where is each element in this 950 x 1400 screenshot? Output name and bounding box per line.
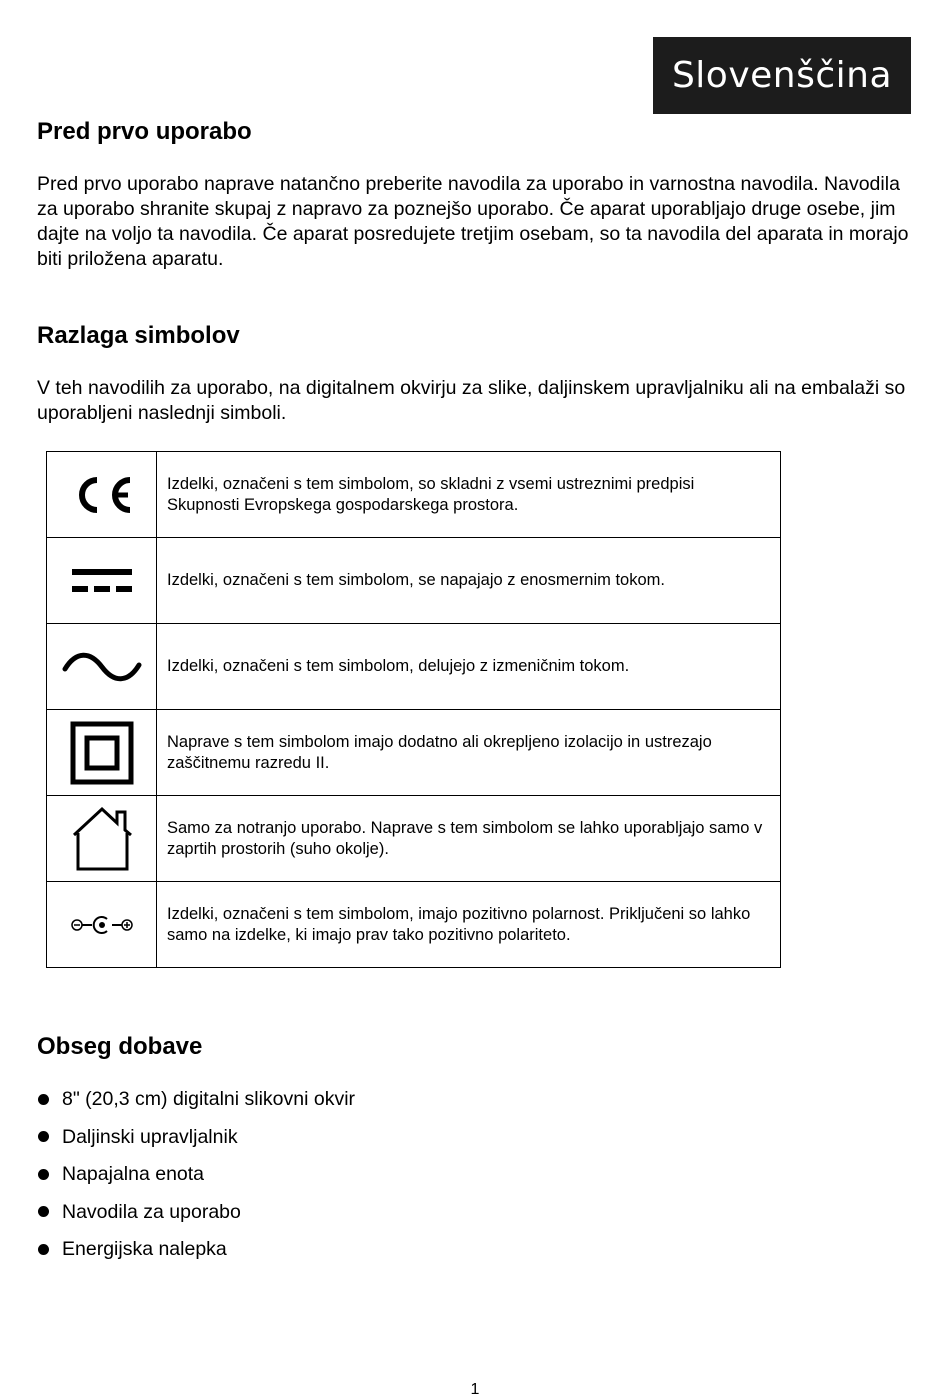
list-item-label: Daljinski upravljalnik xyxy=(62,1125,238,1148)
table-row xyxy=(47,538,781,624)
symbol-cell xyxy=(47,538,157,624)
section-title-before-use: Pred prvo uporabo xyxy=(37,118,252,145)
bullet-icon xyxy=(38,1169,49,1180)
alternating-current-icon xyxy=(62,647,142,687)
list-item xyxy=(37,1123,355,1161)
section-title-package-contents: Obseg dobave xyxy=(37,1033,203,1060)
table-row xyxy=(47,624,781,710)
list-item-label: 8" (20,3 cm) digitalni slikovni okvir xyxy=(62,1088,356,1110)
ce-mark-icon xyxy=(70,473,134,517)
table-row xyxy=(47,710,781,796)
symbol-description: Izdelki, označeni s tem simbolom, se napajajo z enosmernim tokom. xyxy=(157,538,781,624)
list-item xyxy=(37,1235,355,1273)
language-badge: Slovenščina xyxy=(653,37,911,114)
table-row xyxy=(47,452,781,538)
indoor-use-house-icon xyxy=(69,805,135,873)
symbol-cell xyxy=(47,796,157,882)
table-row xyxy=(47,882,781,968)
list-item-label: Navodila za uporabo xyxy=(62,1200,241,1223)
symbols-table xyxy=(46,451,781,968)
list-item xyxy=(37,1198,355,1236)
package-contents-list xyxy=(37,1085,355,1273)
bullet-icon xyxy=(38,1206,49,1217)
section-title-symbols: Razlaga simbolov xyxy=(37,322,240,349)
positive-polarity-icon xyxy=(70,913,134,937)
symbol-cell xyxy=(47,452,157,538)
symbols-intro-paragraph: V teh navodilih za uporabo, na digitalnem okvirju za slike, daljinskem upravljalniku ali na embalaži so uporabljeni naslednji simboli. xyxy=(37,377,906,424)
symbol-cell xyxy=(47,710,157,796)
bullet-icon xyxy=(38,1244,49,1255)
bullet-icon xyxy=(38,1094,49,1105)
page-number: 1 xyxy=(470,1381,480,1398)
list-item xyxy=(37,1160,355,1198)
double-insulation-icon xyxy=(70,721,134,785)
list-item-label: Energijska nalepka xyxy=(62,1238,227,1260)
symbol-description: Izdelki, označeni s tem simbolom, delujejo z izmeničnim tokom. xyxy=(157,624,781,710)
list-item-label: Napajalna enota xyxy=(62,1163,205,1185)
table-row xyxy=(47,796,781,882)
direct-current-icon xyxy=(70,566,134,596)
symbol-cell xyxy=(47,882,157,968)
symbol-cell xyxy=(47,624,157,710)
symbol-description: Izdelki, označeni s tem simbolom, imajo pozitivno polarnost. Priključeni so lahko samo na izdelke, ki imajo prav tako pozitivno polariteto. xyxy=(157,882,781,968)
list-item xyxy=(37,1085,355,1123)
symbol-description: Samo za notranjo uporabo. Naprave s tem simbolom se lahko uporabljajo samo v zaprtih prostorih (suho okolje). xyxy=(157,796,781,882)
symbol-description: Izdelki, označeni s tem simbolom, so skladni z vsemi ustreznimi predpisi Skupnosti Evropskega gospodarskega prostora. xyxy=(157,452,781,538)
symbol-description: Naprave s tem simbolom imajo dodatno ali okrepljeno izolacijo in ustrezajo zaščitnemu razredu II. xyxy=(157,710,781,796)
bullet-icon xyxy=(38,1131,49,1142)
before-use-paragraph: Pred prvo uporabo naprave natančno preberite navodila za uporabo in varnostna navodila. Navodila za uporabo shranite skupaj z napravo za poznejšo uporabo. Če aparat uporabljajo druge osebe, jim dajte na voljo ta navodila. Če aparat posredujete tretjim osebam, so ta navodila del aparata in morajo biti priložena aparatu. xyxy=(37,173,909,270)
